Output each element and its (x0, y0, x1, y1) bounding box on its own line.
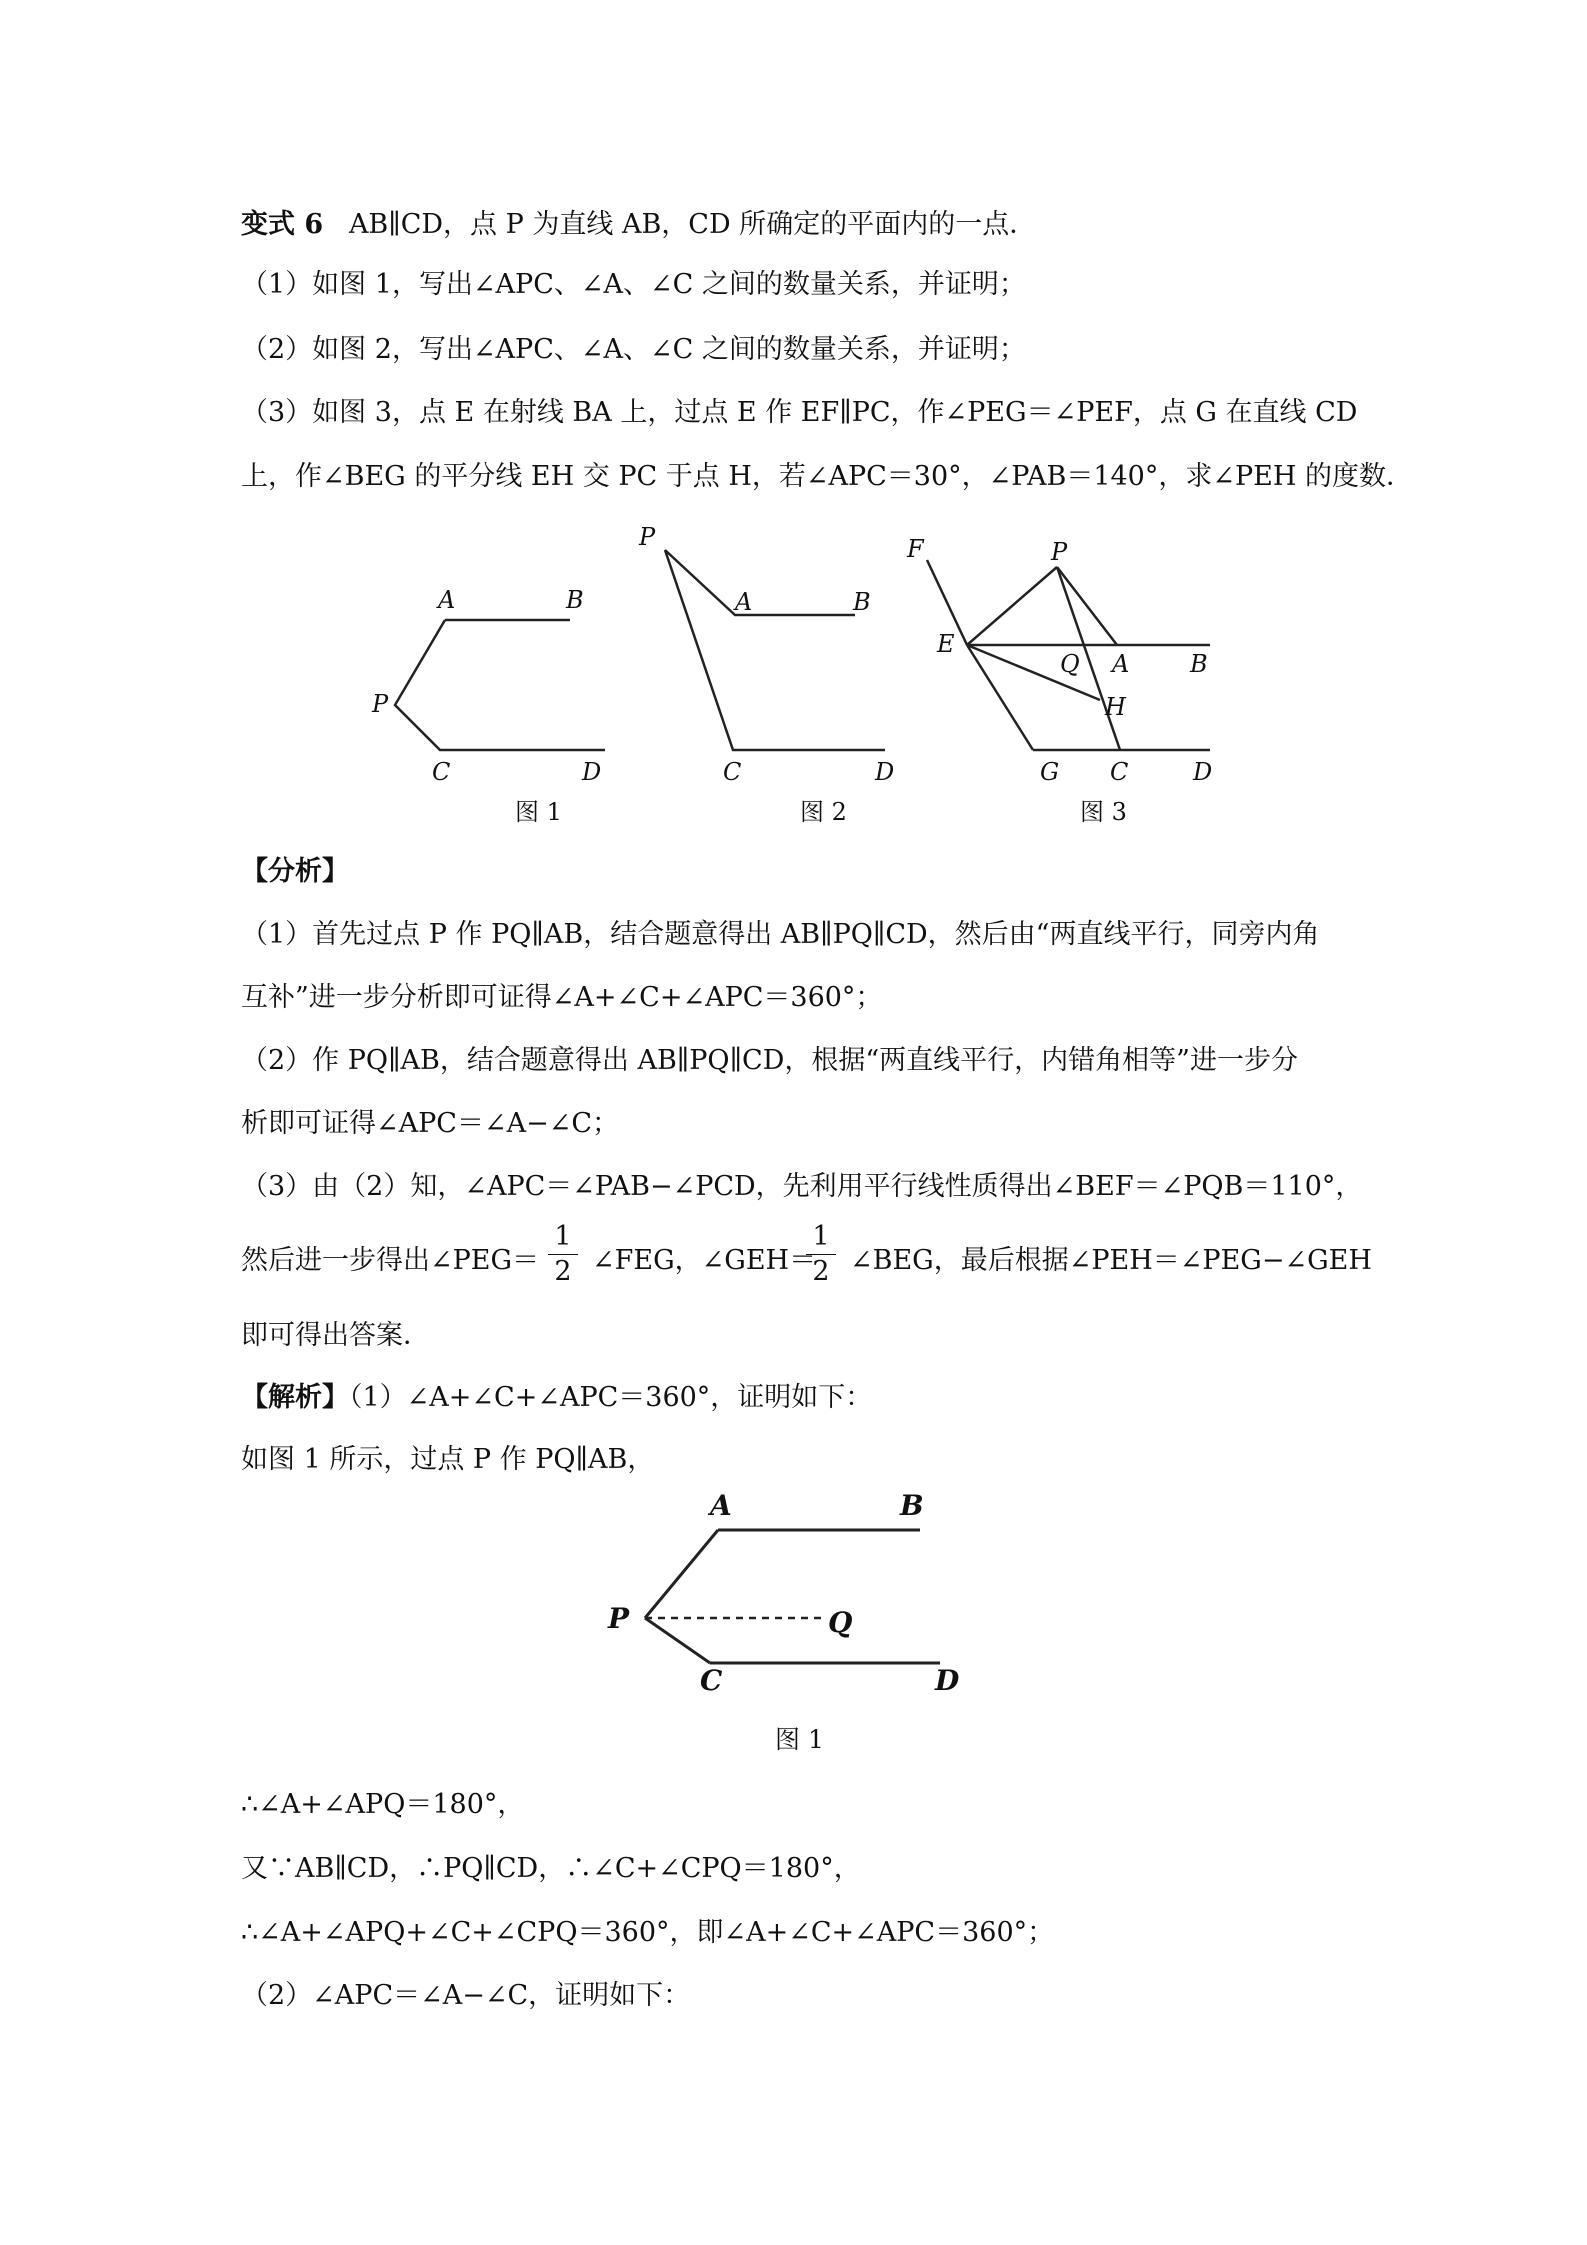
fraction-one-half-1 (548, 1222, 578, 1287)
solution-s1: （1）∠A+∠C+∠APC＝360°，证明如下： (349, 1382, 873, 1413)
fig3-label-c: C (1110, 758, 1129, 786)
sol-fig-label-c: C (700, 1664, 723, 1697)
analysis-p2-b: 析即可证得∠APC＝∠A−∠C； (241, 1108, 619, 1139)
figure-2 (635, 525, 905, 830)
fig3-label-d: D (1193, 758, 1213, 786)
fig1-label-p: P (372, 690, 389, 718)
question-1: （1）如图 1，写出∠APC、∠A、∠C 之间的数量关系，并证明； (241, 269, 1026, 300)
problem-title: 变式 6 (241, 209, 324, 240)
solution-s3: ∴∠A+∠APQ＝180°， (241, 1789, 525, 1820)
fig2-label-d: D (875, 758, 895, 786)
fig2-caption: 图 2 (800, 798, 847, 826)
analysis-p3-b1: 然后进一步得出∠PEG＝ (241, 1245, 540, 1276)
solution-s4: 又∵AB∥CD，∴PQ∥CD，∴∠C+∠CPQ＝180°， (241, 1853, 861, 1884)
fig2-label-b: B (853, 588, 871, 616)
fig3-caption: 图 3 (1080, 798, 1127, 826)
question-3-line-b: 上，作∠BEG 的平分线 EH 交 PC 于点 H，若∠APC＝30°，∠PAB＝140°，求∠PEH 的度数． (241, 461, 1413, 492)
figure-1 (370, 580, 630, 830)
solution-line-1 (241, 1378, 872, 1418)
fig2-label-c: C (723, 758, 742, 786)
analysis-p1-b: 互补”进一步分析即可证得∠A+∠C+∠APC＝360°； (241, 982, 883, 1013)
fig3-label-e: E (937, 630, 955, 658)
sol-fig-label-a: A (710, 1489, 732, 1522)
analysis-p2-a: （2）作 PQ∥AB，结合题意得出 AB∥PQ∥CD，根据“两直线平行，内错角相等”进一步分 (241, 1045, 1298, 1076)
sol-fig-label-p: P (608, 1602, 630, 1635)
question-3-line-a: （3）如图 3，点 E 在射线 BA 上，过点 E 作 EF∥PC，作∠PEG＝∠PEF，点 G 在直线 CD (241, 397, 1358, 428)
fig3-label-h: H (1105, 693, 1126, 721)
sol-fig-label-d: D (935, 1664, 960, 1697)
analysis-p3-c: 即可得出答案． (241, 1320, 430, 1351)
fig3-label-p: P (1051, 538, 1068, 566)
fig3-label-b: B (1190, 650, 1208, 678)
fig2-label-a: A (735, 588, 753, 616)
solution-s2: 如图 1 所示，过点 P 作 PQ∥AB， (241, 1444, 655, 1475)
problem-statement-line (241, 205, 1036, 245)
fig1-label-d: D (582, 758, 602, 786)
fraction-denominator: 2 (554, 1256, 572, 1287)
analysis-p3-b2: ∠FEG，∠GEH＝ (592, 1245, 817, 1276)
fig2-label-p: P (639, 523, 656, 551)
fraction-denominator: 2 (812, 1256, 830, 1287)
fig1-label-c: C (432, 758, 451, 786)
sol-fig-label-b: B (900, 1489, 924, 1522)
question-2: （2）如图 2，写出∠APC、∠A、∠C 之间的数量关系，并证明； (241, 334, 1026, 365)
fig1-label-a: A (438, 586, 456, 614)
solution-figure-1 (600, 1490, 990, 1760)
solution-s5: ∴∠A+∠APQ+∠C+∠CPQ＝360°，即∠A+∠C+∠APC＝360°； (241, 1917, 1055, 1948)
fig3-label-a: A (1112, 650, 1130, 678)
fig3-label-f: F (907, 535, 924, 563)
fig1-label-b: B (566, 586, 584, 614)
analysis-p3-a: （3）由（2）知，∠APC＝∠PAB−∠PCD，先利用平行线性质得出∠BEF＝∠PQB＝110°， (241, 1171, 1363, 1202)
fraction-numerator: 1 (812, 1221, 830, 1252)
analysis-p1-a: （1）首先过点 P 作 PQ∥AB，结合题意得出 AB∥PQ∥CD，然后由“两直线平行，同旁内角 (241, 919, 1320, 950)
fig3-label-g: G (1040, 758, 1060, 786)
solution-heading: 【解析】 (241, 1382, 349, 1413)
fig3-label-q: Q (1060, 650, 1080, 678)
solution-s6: （2）∠APC＝∠A−∠C，证明如下： (241, 1980, 691, 2011)
figure-3 (905, 530, 1245, 830)
fraction-numerator: 1 (554, 1221, 572, 1252)
analysis-heading: 【分析】 (241, 856, 349, 887)
problem-statement: AB∥CD，点 P 为直线 AB，CD 所确定的平面内的一点． (348, 209, 1037, 240)
fraction-one-half-2 (806, 1222, 836, 1287)
analysis-p3-b3: ∠BEG，最后根据∠PEH＝∠PEG−∠GEH (850, 1245, 1372, 1276)
sol-fig-label-q: Q (828, 1606, 853, 1639)
fig1-caption: 图 1 (515, 798, 562, 826)
sol-fig-caption: 图 1 (775, 1725, 824, 1754)
